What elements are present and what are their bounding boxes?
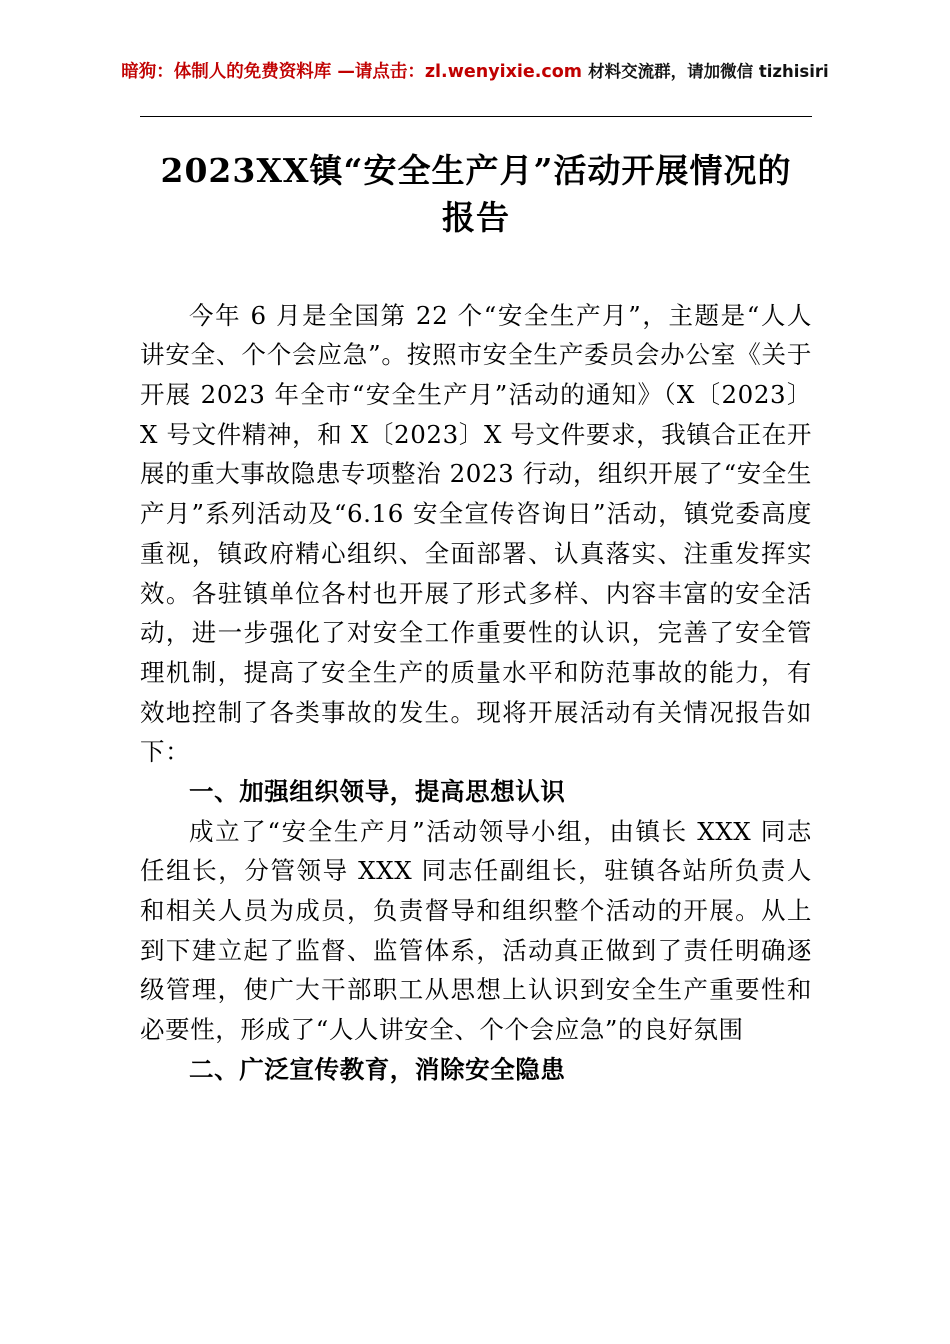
section-heading-one: 一、加强组织领导，提高思想认识 <box>189 776 566 806</box>
promo-header-red-text: 暗狗：体制人的免费资料库 —请点击：zl.wenyixie.com <box>121 62 583 82</box>
paragraph-section-one: 成立了“安全生产月”活动领导小组，由镇长 XXX 同志任组长，分管领导 XXX 同志任副组长，驻镇各站所负责人和相关人员为成员，负责督导和组织整个活动的开展。从上到下建立起了监督、监管体系，活动真正做到了责任明确逐级管理，使广大干部职工从思想上认识到安全生产重要性和必要性，形成了“人人讲安全、个个会应急”的良好氛围 <box>140 816 812 1045</box>
promo-header-banner <box>0 58 950 83</box>
paragraph-intro: 今年 6 月是全国第 22 个“安全生产月”，主题是“人人讲安全、个个会应急”。按照市安全生产委员会办公室《关于开展 2023 年全市“安全生产月”活动的通知》（X〔2023〕X 号文件精神，和 X〔2023〕X 号文件要求，我镇合正在开展的重大事故隐患专项整治 2023 行动，组织开展了“安全生产月”系列活动及“6.16 安全宣传咨询日”活动，镇党委高度重视，镇政府精心组织、全面部署、认真落实、注重发挥实效。各驻镇单位各村也开展了形式多样、内容丰富的安全活动，进一步强化了对安全工作重要性的认识，完善了安全管理机制，提高了安全生产的质量水平和防范事故的能力，有效地控制了各类事故的发生。现将开展活动有关情况报告如下： <box>140 300 812 767</box>
header-divider-rule <box>140 116 812 117</box>
promo-header-black-text: 材料交流群，请加微信 tizhisiri <box>588 62 829 81</box>
section-heading-two: 二、广泛宣传教育，消除安全隐患 <box>189 1054 566 1084</box>
page-title: 2023XX镇“安全生产月”活动开展情况的报告 <box>160 151 792 237</box>
document-body <box>140 148 812 1089</box>
title-spacer <box>140 242 812 296</box>
